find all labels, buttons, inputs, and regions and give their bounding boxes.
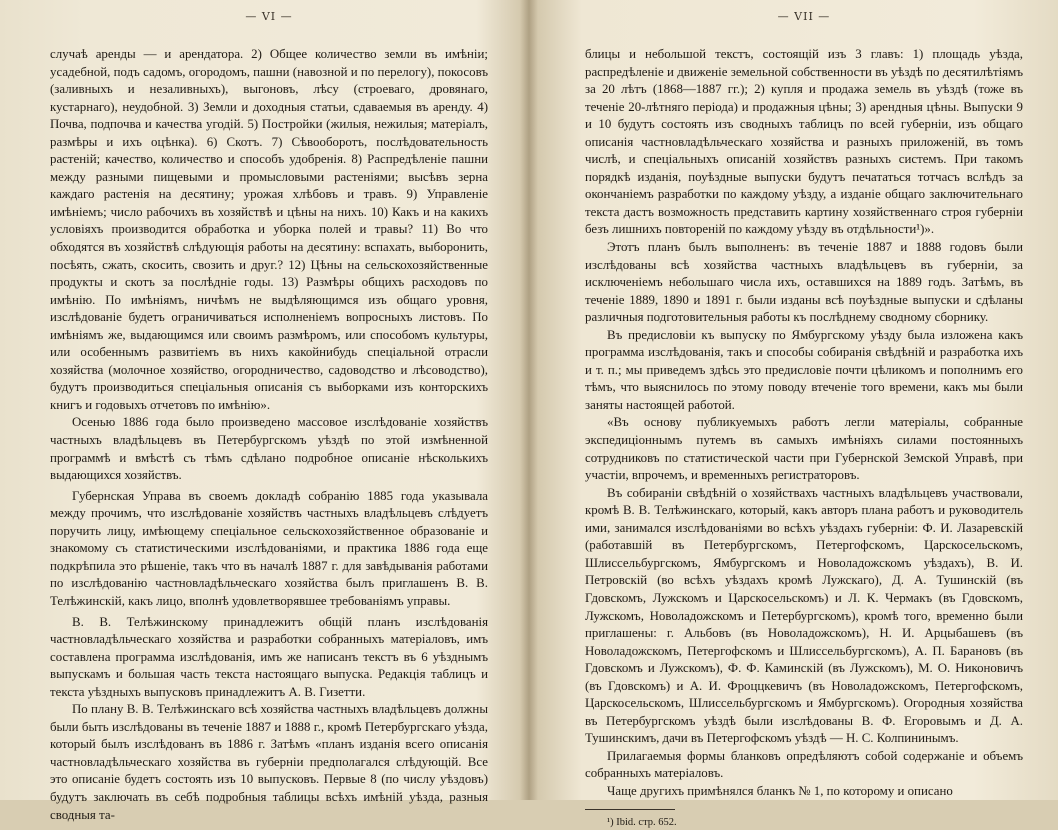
left-page-number: — VI — — [245, 10, 293, 23]
paragraph: В. В. Телѣжинскому принадлежитъ общій планъ изслѣдованія частновладѣльческаго хозяйства и разработки собранныхъ матеріаловъ, имъ составлена программа изслѣдованія, имъ же написанъ текстъ въ 6 уѣзднымъ выпускамъ и большая часть текста настоящаго выпуска. Редакція таблицъ и текста уѣздныхъ выпусковъ принадлежитъ А. В. Гизетти. — [50, 614, 488, 699]
left-page — [50, 0, 488, 822]
paragraph: Въ предисловіи къ выпуску по Ямбургскому уѣзду была изложена какъ программа изслѣдованія, такъ и способы собиранія свѣдѣній и разработка ихъ и т. п.; мы приведемъ здѣсь это предисловіе почти цѣликомъ и пополнимъ его тѣмъ, что выяснилось по этому поводу втеченіе того времени, какъ мы были заняты настоящей работой. — [585, 327, 1023, 412]
paragraph: случаѣ аренды — и арендатора. 2) Общее количество земли въ имѣніи; усадебной, подъ садомъ, огородомъ, пашни (навозной и по перелогу), покосовъ (заливныхъ и незаливныхъ), выгоновъ, лѣсу (строеваго, дровянаго, кустарнаго), неудобной. 3) Земли и доходныя статьи, сдаваемыя въ аренду. 4) Почва, подпочва и качества угодій. 5) Постройки (жилыя, нежилыя; матеріалъ, размѣры и ихъ оцѣнка). 6) Скотъ. 7) Сѣвооборотъ, послѣдовательность растеній; качество, количество и способъ удобренія. 8) Распредѣленіе пашни между разными пищевыми и промысловыми растеніями; высѣвъ зерна каждаго растенія на десятину; урожая хлѣбовъ и травъ. 9) Управленіе имѣніемъ; число рабочихъ въ хозяйствѣ и цѣны на нихъ. 10) Какъ и на какихъ условіяхъ производится обработка и уборка полей и травы? 11) Во что обходятся въ хозяйствѣ слѣдующія работы на десятину: вспахать, выборонить, посѣять, сжать, скосить, свозить и друг.? 12) Цѣны на сельскохозяйственные продукты и скотъ за послѣдніе годы. 13) Размѣры общихъ расходовъ по имѣнію. По имѣніямъ, ничѣмъ не выдѣляющимся изъ общаго уровня, изслѣдованіе будетъ ограничиваться исполненіемъ вопросныхъ листовъ. По имѣніямъ же, выдающимся или своимъ размѣромъ, или способомъ культуры, или особеннымъ развитіемъ въ нихъ какойнибудь спеціальной отрасли хозяйства (молочное хозяйство, огородничество, садоводство и лѣсоводство), будутъ производиться спеціальныя описанія съ выборками изъ конторскихъ книгъ и годовыхъ отчетовъ по имѣнію». — [50, 47, 488, 412]
paragraph: «Въ основу публикуемыхъ работъ легли матеріалы, собранные экспедиціоннымъ путемъ въ самыхъ имѣніяхъ силами постоянныхъ сотрудниковъ по статистической части при Губернской Земской Управѣ, при участіи, впрочемъ, и временныхъ регистраторовъ. — [585, 415, 1023, 483]
right-page-text — [585, 46, 1023, 830]
paragraph: Губернская Управа въ своемъ докладѣ собранію 1885 года указывала между прочимъ, что изслѣдованіе хозяйствъ частныхъ владѣльцевъ слѣдуетъ поручить лицу, имѣющему спеціальное сельскохозяйственное образованіе и знакомому съ статистическими изслѣдованіями, и практика 1886 года еще подкрѣпила это рѣшеніе, такъ что въ началѣ 1887 г. для завѣдыванія работами по изслѣдованію частновладѣльческаго хозяйства былъ приглашенъ В. В. Телѣжинскій, какъ лицо, вполнѣ удовлетворявшее требованіямъ управы. — [50, 488, 488, 608]
right-page — [585, 0, 1023, 828]
footnote: ¹) Ibid. стр. 652. — [607, 816, 677, 828]
footnote-rule — [585, 809, 675, 810]
paragraph: блицы и небольшой текстъ, состоящій изъ 3 главъ: 1) площадь уѣзда, распредѣленіе и движеніе земельной собственности въ уѣздѣ по десятилѣтіямъ за 20 лѣтъ (1868—1887 гг.); 2) купля и продажа земель въ уѣздѣ (тоже въ теченіе 20-лѣтняго періода) и продажныя цѣны; 3) арендныя цѣны. Выпуски 9 и 10 будутъ состоять изъ сводныхъ таблицъ по всей губерніи, изъ общаго описанія частновладѣльческаго хозяйства и разныхъ приложеній, въ томъ числѣ, и спеціальныхъ описаній хозяйствъ разныхъ системъ. При такомъ порядкѣ изданія, поуѣздные выпуски будутъ печататься тотчасъ вслѣдъ за окончаніемъ разработки по каждому уѣзду, а изданіе общаго заключительнаго текста дастъ возможность представить картину хозяйственнаго строя губерніи безъ лишнихъ повтореній по каждому уѣзду въ отдѣльности¹)». — [585, 47, 1023, 237]
paragraph: Осенью 1886 года было произведено массовое изслѣдованіе хозяйствъ частныхъ владѣльцевъ въ Петербургскомъ уѣздѣ по этой измѣненной программѣ и вмѣстѣ съ тѣмъ сдѣлано подробное описаніе нѣсколькихъ выдающихся хозяйствъ. — [50, 415, 488, 483]
paragraph: По плану В. В. Телѣжинскаго всѣ хозяйства частныхъ владѣльцевъ должны были быть изслѣдованы въ теченіе 1887 и 1888 г., кромѣ Петербургскаго уѣзда, который былъ изслѣдованъ въ 1886 г. Затѣмъ «планъ изданія всего описанія частновладѣльческаго хозяйства въ губерніи предполагался слѣдующій. Все это описаніе будетъ состоять изъ 10 выпусковъ. Первые 8 (по числу уѣздовъ) будутъ заключать въ себѣ подробныя таблицы всѣхъ имѣній уѣзда, разныя сводныя та- — [50, 702, 488, 822]
paragraph: Этотъ планъ былъ выполненъ: въ теченіе 1887 и 1888 годовъ были изслѣдованы всѣ хозяйства частныхъ владѣльцевъ въ губерніи, за исключеніемъ небольшаго числа ихъ, оставшихся на 1889 годъ. Затѣмъ, въ теченіе 1889, 1890 и 1891 г. были изданы всѣ поуѣздные выпуски и сдѣланы различныя подготовительныя работы къ послѣднему сводному сборнику. — [585, 240, 1023, 325]
paragraph: Въ собираніи свѣдѣній о хозяйствахъ частныхъ владѣльцевъ участвовали, кромѣ В. В. Телѣжинскаго, который, какъ авторъ плана работъ и руководитель ими, занимался изслѣдованіями во всѣхъ уѣздахъ губерніи: Ф. И. Лазаревскій (работавшій въ Петербургскомъ, Петергофскомъ, Царскосельскомъ, Шлиссельбургскомъ, Ямбургскомъ и Новоладожскомъ уѣздахъ), В. И. Петровскій (во всѣхъ уѣздахъ кромѣ Лужскаго), Д. А. Тушинскій (въ Гдовскомъ, Лужскомъ и Царскосельскомъ) и Л. К. Чермакъ (въ Гдовскомъ, Лужскомъ, Новоладожскомъ и Петербургскомъ), кромѣ того, временно были приглашены: г. Альбовъ (въ Новоладожскомъ), Н. И. Арцыбашевъ (въ Новоладожскомъ, Петергофскомъ и Шлиссельбургскомъ), А. П. Барановъ (въ Гдовскомъ и Лужскомъ), Ф. Ф. Каминскій (въ Лужскомъ), М. О. Никоновичъ (въ Гдовскомъ) и А. И. Фроццкевичъ (въ Новоладожскомъ, Петергофскомъ, Царскосельскомъ, Шлиссельбургскомъ и Ямбургскомъ). Огородныя хозяйства въ Петербургскомъ уѣздѣ были изслѣдованы В. Ф. Егоровымъ и Д. А. Тушинскимъ, дачи въ Петергофскомъ уѣздѣ — Н. С. Колпининымъ. — [585, 485, 1023, 746]
right-page-number: — VII — — [777, 10, 831, 23]
book-gutter — [520, 0, 538, 800]
left-page-text — [50, 46, 488, 824]
paragraph: Чаще другихъ примѣнялся бланкъ № 1, по которому и описано — [607, 783, 953, 798]
paragraph: Прилагаемыя формы бланковъ опредѣляютъ собой содержаніе и объемъ собранныхъ матеріаловъ. — [585, 748, 1023, 781]
